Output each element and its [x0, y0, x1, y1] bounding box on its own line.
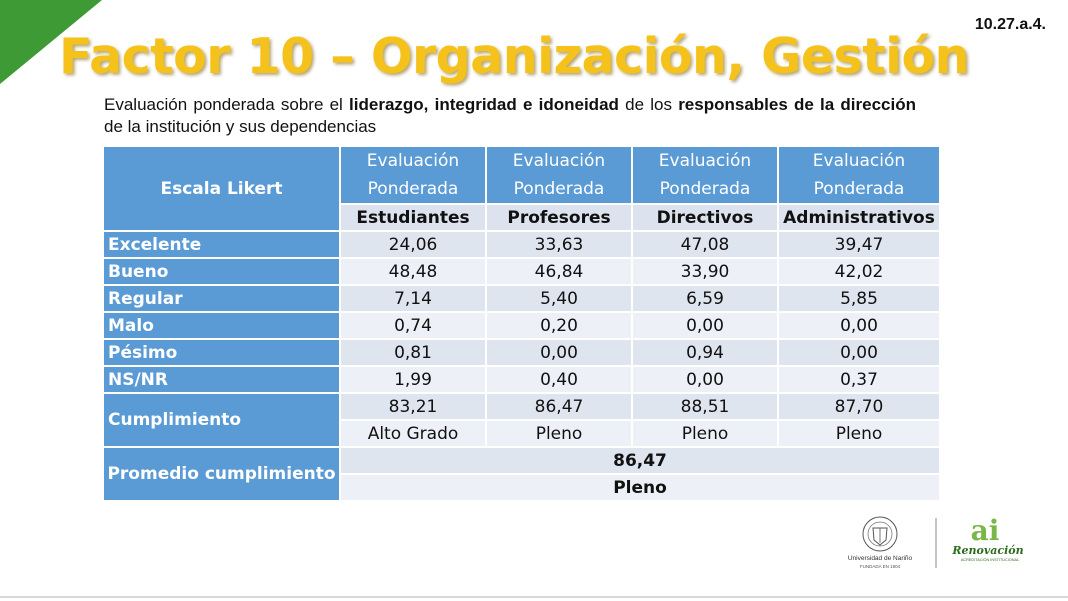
value-cell: 0,37: [778, 366, 940, 393]
value-cell: 24,06: [340, 231, 486, 258]
header-line: Evaluación: [512, 151, 606, 171]
footer-divider: [0, 596, 1068, 598]
promedio-value: 86,47: [340, 447, 940, 474]
row-label: Excelente: [103, 231, 340, 258]
renovacion-tag: ACREDITACIÓN INSTITUCIONAL: [960, 558, 1020, 562]
likert-table: [102, 145, 941, 502]
group-name-cell: Estudiantes: [340, 204, 486, 231]
value-cell: 88,51: [632, 393, 778, 420]
group-header-cell: [340, 146, 486, 204]
row-label: Bueno: [103, 258, 340, 285]
value-cell: 39,47: [778, 231, 940, 258]
table-row: [103, 285, 940, 312]
value-cell: 0,00: [632, 366, 778, 393]
value-cell: 83,21: [340, 393, 486, 420]
value-cell: 0,81: [340, 339, 486, 366]
footer-logos: [840, 514, 1040, 574]
header-line: Ponderada: [367, 179, 459, 199]
renovacion-mark: ai: [970, 514, 1000, 547]
grade-cell: Pleno: [632, 420, 778, 447]
header-line: Ponderada: [813, 179, 905, 199]
value-cell: 5,40: [486, 285, 632, 312]
table-row: [103, 366, 940, 393]
value-cell: 0,00: [778, 339, 940, 366]
value-cell: 0,74: [340, 312, 486, 339]
header-line: Ponderada: [513, 179, 605, 199]
table-row: [103, 339, 940, 366]
value-cell: 42,02: [778, 258, 940, 285]
subtitle-bold: responsables de la dirección: [678, 95, 917, 114]
slide-title: Factor 10 – Organización, Gestión: [58, 28, 969, 85]
grade-cell: Pleno: [778, 420, 940, 447]
value-cell: 47,08: [632, 231, 778, 258]
subtitle-text: Evaluación ponderada sobre el: [104, 95, 350, 114]
group-name-cell: Directivos: [632, 204, 778, 231]
promedio-row: [103, 447, 940, 474]
group-header-cell: [632, 146, 778, 204]
subtitle-text: de los: [618, 95, 679, 114]
header-line: Ponderada: [659, 179, 751, 199]
promedio-grade: Pleno: [340, 474, 940, 501]
table-row: [103, 312, 940, 339]
cumplimiento-row: [103, 393, 940, 420]
value-cell: 46,84: [486, 258, 632, 285]
value-cell: 33,90: [632, 258, 778, 285]
renovacion-word: Renovación: [952, 544, 1024, 557]
header-line: Evaluación: [366, 151, 460, 171]
university-name: Universidad de Nariño: [847, 555, 913, 562]
promedio-label: Promedio cumplimiento: [103, 447, 340, 501]
group-header-cell: [778, 146, 940, 204]
grade-cell: Pleno: [486, 420, 632, 447]
header-line: Evaluación: [658, 151, 752, 171]
value-cell: 5,85: [778, 285, 940, 312]
group-name-cell: Administrativos: [778, 204, 940, 231]
header-line: Evaluación: [812, 151, 906, 171]
group-header-cell: [486, 146, 632, 204]
value-cell: 86,47: [486, 393, 632, 420]
table-row: [103, 231, 940, 258]
row-label: Pésimo: [103, 339, 340, 366]
value-cell: 7,14: [340, 285, 486, 312]
value-cell: 33,63: [486, 231, 632, 258]
value-cell: 0,20: [486, 312, 632, 339]
slide-subtitle: [104, 94, 916, 138]
value-cell: 0,40: [486, 366, 632, 393]
value-cell: 0,00: [778, 312, 940, 339]
table-row: [103, 258, 940, 285]
value-cell: 0,00: [486, 339, 632, 366]
group-name-cell: Profesores: [486, 204, 632, 231]
slide-code: 10.27.a.4.: [974, 16, 1046, 33]
value-cell: 87,70: [778, 393, 940, 420]
row-label: Regular: [103, 285, 340, 312]
row-label: NS/NR: [103, 366, 340, 393]
value-cell: 0,00: [632, 312, 778, 339]
value-cell: 6,59: [632, 285, 778, 312]
grade-cell: Alto Grado: [340, 420, 486, 447]
value-cell: 48,48: [340, 258, 486, 285]
value-cell: 0,94: [632, 339, 778, 366]
likert-header-cell: Escala Likert: [103, 146, 340, 231]
subtitle-bold: liderazgo, integridad e idoneidad: [349, 95, 619, 114]
cumplimiento-label: Cumplimiento: [103, 393, 340, 447]
header-row: [103, 146, 940, 204]
row-label: Malo: [103, 312, 340, 339]
value-cell: 1,99: [340, 366, 486, 393]
university-founded: FUNDADA EN 1904: [859, 564, 901, 569]
university-seal-icon: [863, 517, 897, 551]
subtitle-text: de la institución y sus dependencias: [104, 117, 377, 136]
